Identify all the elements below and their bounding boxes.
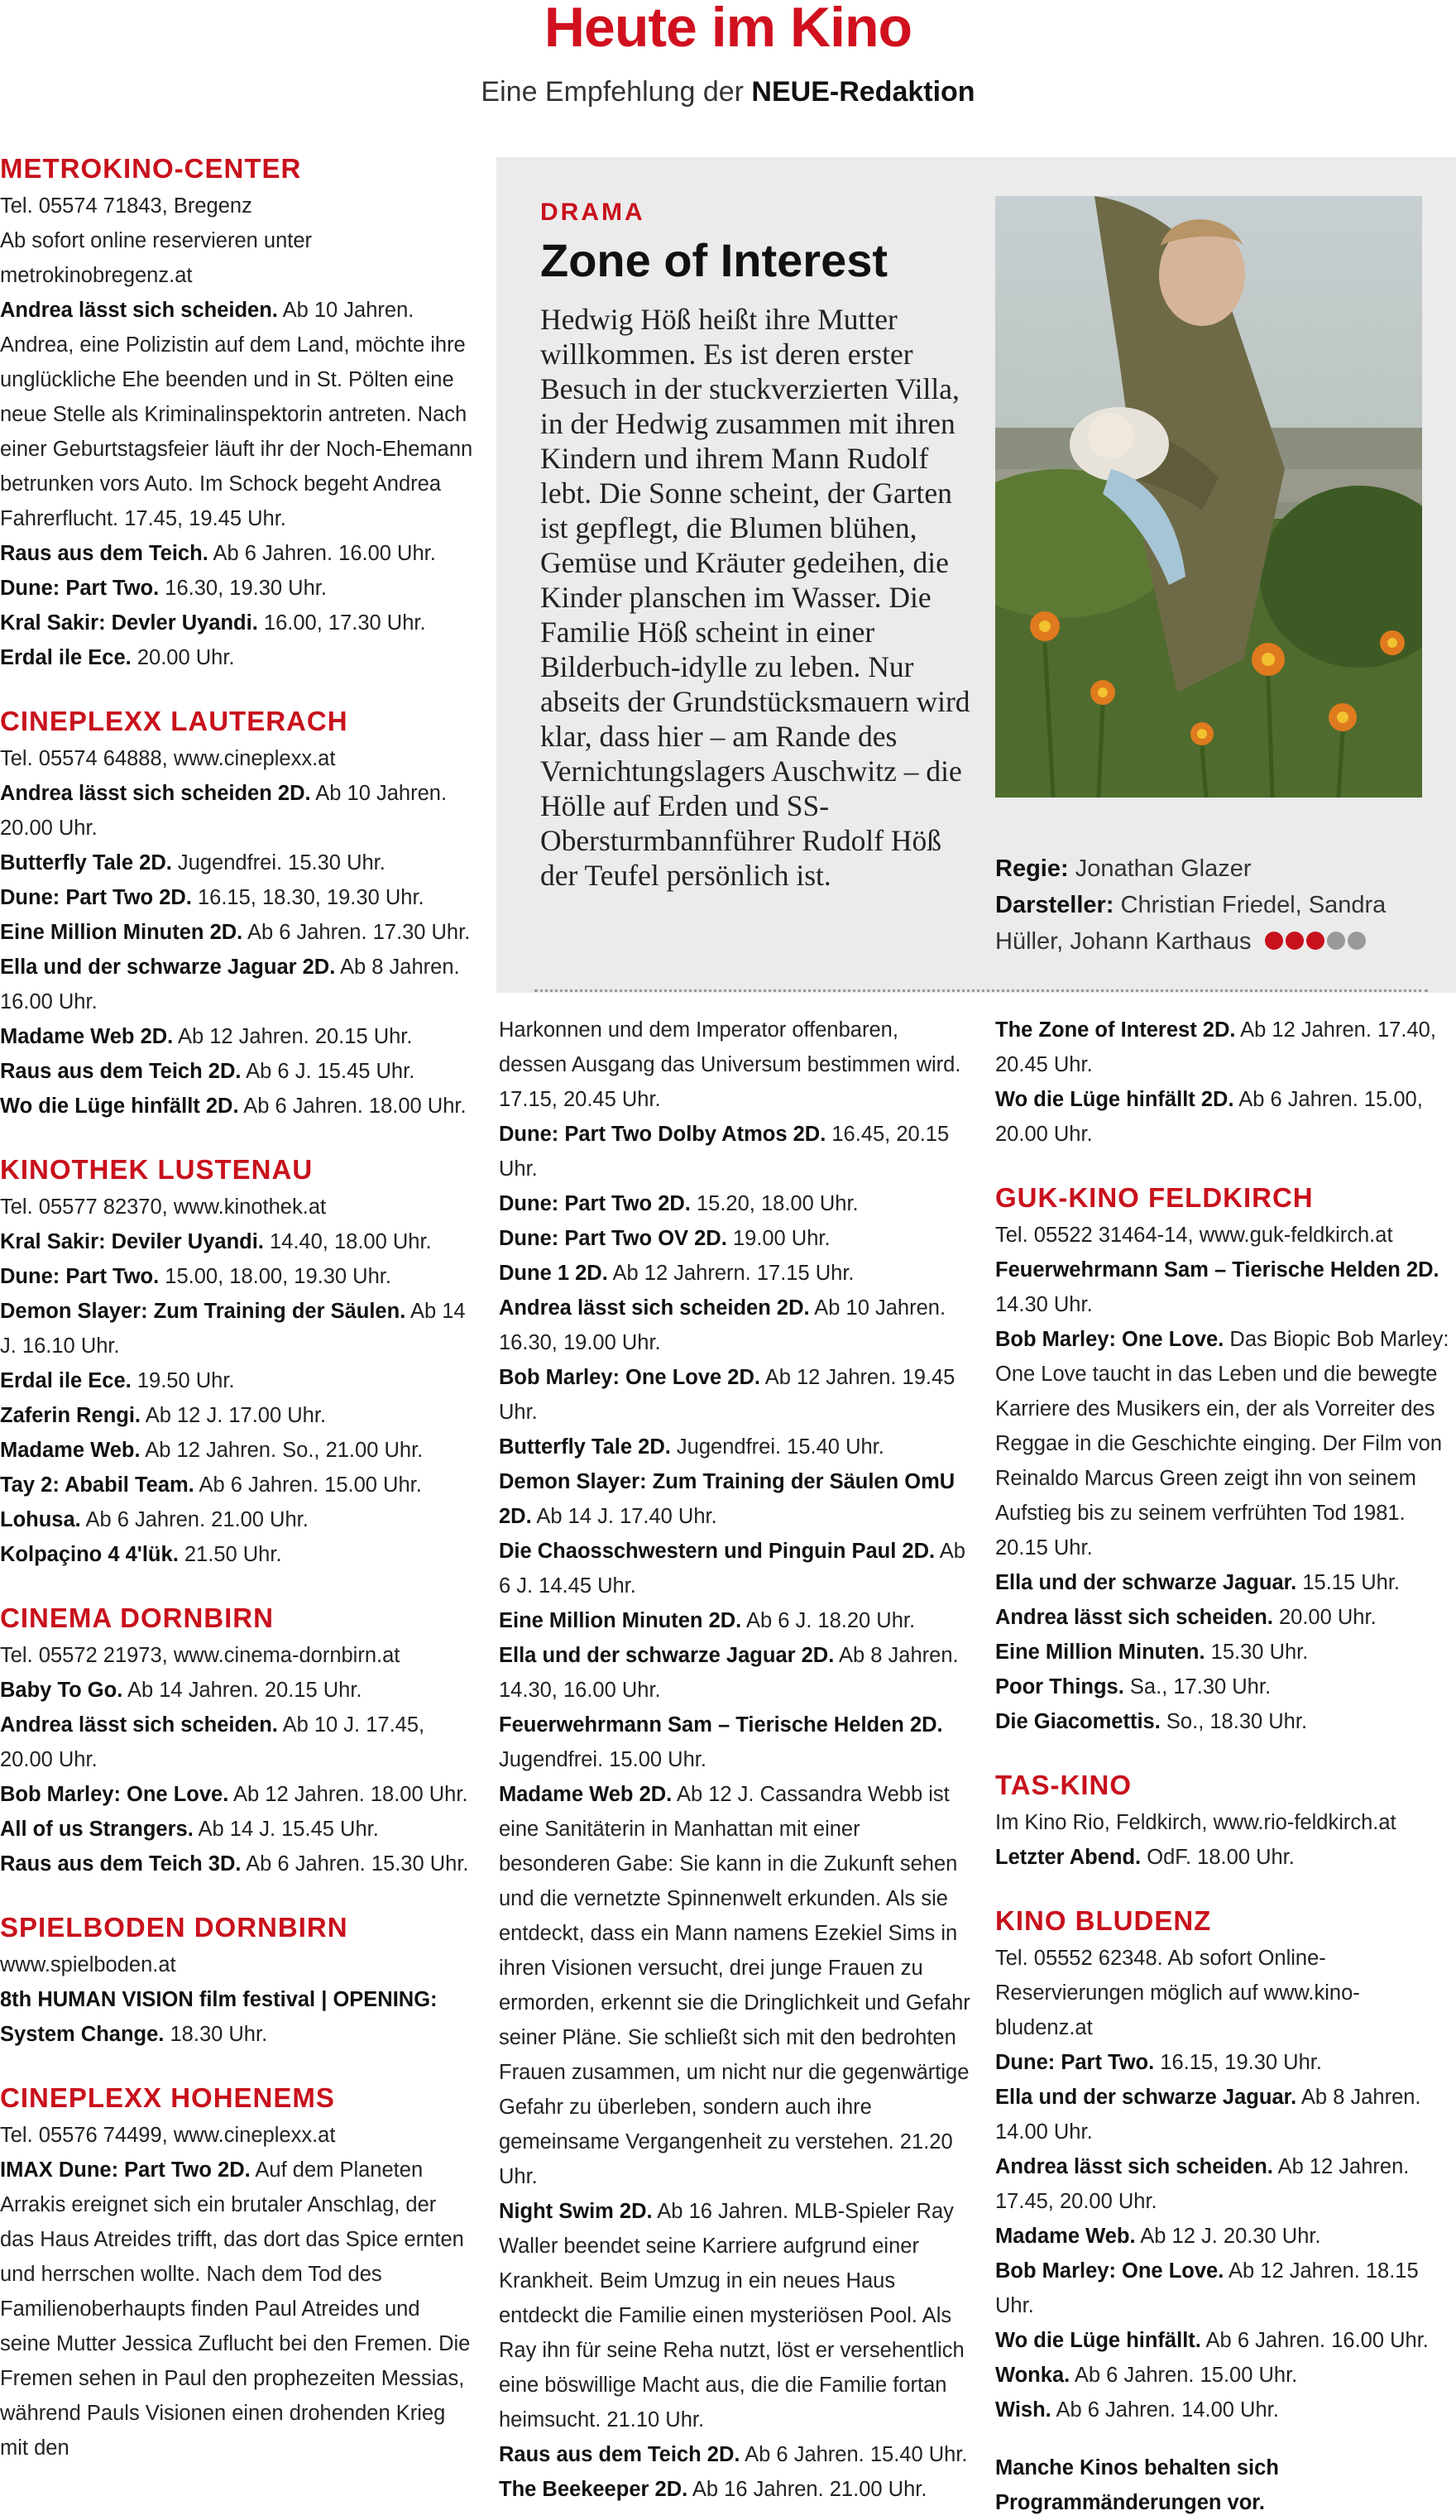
movie-info: So., 18.30 Uhr. (1166, 1710, 1308, 1733)
dotted-divider (534, 989, 1428, 992)
movie-entry (995, 1670, 1456, 1704)
movie-info: Ab 14 J. 17.40 Uhr. (536, 1505, 717, 1528)
movie-title: Andrea lässt sich scheiden. (0, 299, 278, 322)
movie-title: Ella und der schwarze Jaguar 2D. (0, 956, 336, 979)
movie-entry (499, 2472, 970, 2507)
movie-info: Ab 16 Jahren. 21.00 Uhr. (692, 2478, 927, 2501)
footer-note (995, 2451, 1456, 2520)
movie-info: 16.45, 20.15 Uhr. (499, 1123, 950, 1181)
movie-title: Andrea lässt sich scheiden. (995, 1606, 1273, 1629)
movie-title: Wo die Lüge hinfällt 2D. (0, 1095, 239, 1118)
movie-entry (995, 1253, 1456, 1322)
subtitle-brand: NEUE-Redaktion (751, 76, 975, 108)
movie-info: Ab 14 Jahren. 20.15 Uhr. (127, 1679, 362, 1702)
movie-entry-continued: Harkonnen und dem Imperator offenbaren, dessen Ausgang das Universum bestimmen wird. 17.15, 20.45 Uhr. (499, 1018, 961, 1111)
movie-info: 15.20, 18.00 Uhr. (696, 1192, 859, 1215)
movie-info: Ab 6 Jahren. 15.00 Uhr. (199, 1473, 422, 1497)
movie-info: Ab 6 Jahren. 16.00 Uhr. (1205, 2329, 1429, 2352)
movie-title: Demon Slayer: Zum Training der Säulen. (0, 1300, 406, 1323)
movie-info: 20.00 Uhr. (136, 646, 235, 669)
movie-info: Ab 16 Jahren. MLB-Spieler Ray Waller beendet seine Karriere aufgrund einer Krankheit. Beim Umzug in ein neues Haus entdeckt die Familie einen mysteriösen Pool. Als Ray ihn für seine Reha nutzt, löst er versehentlich eine böswillige Macht aus, die die Familie fortan heimsucht. 21.10 Uhr. (499, 2200, 965, 2431)
movie-title: Kral Sakir: Devler Uyandi. (0, 611, 258, 635)
movie-info: 15.00, 18.00, 19.30 Uhr. (165, 1265, 391, 1288)
movie-info: Ab 6 J. 18.20 Uhr. (745, 1609, 916, 1632)
movie-title: Dune: Part Two 2D. (0, 886, 192, 909)
movie-info: Ab 12 Jahren. 20.15 Uhr. (177, 1025, 413, 1048)
cinema-contact: Tel. 05552 62348. Ab sofort Online-Reservierungen möglich auf www.kino-bludenz.at (995, 1947, 1360, 2039)
movie-entry (499, 1360, 970, 1430)
movie-info: 18.30 Uhr. (170, 2023, 268, 2046)
cinema-heading: CINEMA DORNBIRN (0, 1603, 274, 1633)
movie-title: Eine Million Minuten 2D. (0, 921, 243, 944)
movie-title: Wonka. (995, 2364, 1070, 2387)
movie-info: 16.00, 17.30 Uhr. (263, 611, 426, 635)
movie-entry (0, 950, 476, 1019)
movie-info: 16.30, 19.30 Uhr. (165, 577, 327, 600)
movie-title: Madame Web. (0, 1439, 141, 1462)
cinema-contact: Tel. 05522 31464-14, www.guk-feldkirch.at (995, 1224, 1393, 1247)
movie-info: Ab 6 Jahren. 14.00 Uhr. (1056, 2398, 1279, 2422)
movie-title: Dune: Part Two. (995, 2051, 1155, 2074)
movie-info: Ab 12 J. 17.00 Uhr. (145, 1404, 327, 1427)
movie-info: Ab 6 Jahren. 21.00 Uhr. (85, 1508, 309, 1531)
movie-entry (995, 1704, 1456, 1739)
movie-title: Bob Marley: One Love. (995, 2259, 1224, 2283)
movie-title: Erdal ile Ece. (0, 1369, 132, 1392)
movie-title: Lohusa. (0, 1508, 81, 1531)
movie-title: Ella und der schwarze Jaguar. (995, 2086, 1297, 2109)
movie-title: Wo die Lüge hinfällt 2D. (995, 1088, 1234, 1111)
feature-title: Zone of Interest (540, 234, 888, 286)
movie-entry (0, 606, 476, 640)
movie-info: Ab 14 J. 16.10 Uhr. (0, 1300, 466, 1358)
cinema-contact: Im Kino Rio, Feldkirch, www.rio-feldkirch.at (995, 1811, 1396, 1834)
movie-title: Die Giacomettis. (995, 1710, 1161, 1733)
movie-info: 15.15 Uhr. (1302, 1571, 1400, 1594)
movie-info: 15.30 Uhr. (1210, 1641, 1309, 1664)
movie-info: Ab 10 Jahren. Andrea, eine Polizistin auf dem Land, möchte ihre unglückliche Ehe beenden und in St. Pölten eine neue Stelle als Kriminalinspektorin antreten. Nach einer Geburtstagsfeier läuft ihr der Noch-Ehemann betrunken vors Auto. Im Schock begeht Andrea Fahrerflucht. 17.45, 19.45 Uhr. (0, 299, 473, 530)
director-name: Jonathan Glazer (1075, 855, 1252, 882)
movie-entry (0, 1708, 476, 1777)
cinema-contact: Tel. 05572 21973, www.cinema-dornbirn.at (0, 1644, 400, 1667)
footer-note-text: Manche Kinos behalten sich Programmänderungen vor. (995, 2456, 1279, 2514)
movie-entry (499, 1117, 970, 1186)
movie-title: Kolpaçino 4 4'lük. (0, 1543, 179, 1566)
movie-info: Ab 10 Jahren. 20.00 Uhr. (0, 782, 448, 840)
movie-entry (995, 1013, 1456, 1082)
movie-title: Madame Web 2D. (499, 1783, 673, 1806)
movie-entry (0, 1259, 476, 1294)
movie-info: Auf dem Planeten Arrakis ereignet sich ein brutaler Anschlag, der das Haus Atreides trifft, das dort das Spice ernten und herrschen wollte. Nach dem Tod des Familienoberhaupts finden Paul Atreides und seine Mutter Jessica Zuflucht bei den Fremen. Die Fremen sehen in Paul den prophezeiten Messias, während Pauls Visionen einen drohenden Krieg mit den (0, 2158, 471, 2460)
movie-title: Dune: Part Two. (0, 577, 160, 600)
movie-entry (499, 1534, 970, 1603)
cast-names: Christian Friedel, Sandra Hüller, Johann Karthaus (995, 892, 1387, 955)
movie-entry (995, 2080, 1456, 2149)
movie-title: Dune: Part Two. (0, 1265, 160, 1288)
movie-entry (0, 1982, 476, 2052)
movie-entry (995, 1840, 1456, 1875)
movie-info: 21.50 Uhr. (184, 1543, 282, 1566)
cinema-heading: TAS-KINO (995, 1770, 1133, 1800)
movie-entry (0, 880, 476, 915)
movie-title: Andrea lässt sich scheiden. (0, 1713, 278, 1737)
movie-title: Dune: Part Two 2D. (499, 1192, 691, 1215)
movie-entry (0, 1433, 476, 1468)
movie-info: Ab 6 Jahren. 16.00 Uhr. (213, 542, 436, 565)
movie-entry (0, 1847, 476, 1881)
movie-entry (0, 1363, 476, 1398)
movie-title: Raus aus dem Teich 3D. (0, 1852, 242, 1876)
movie-entry (995, 2045, 1456, 2080)
movie-entry (499, 1708, 970, 1777)
page-title: Heute im Kino (544, 0, 912, 59)
feature-genre: DRAMA (540, 199, 645, 226)
movie-title: Madame Web 2D. (0, 1025, 174, 1048)
movie-title: Andrea lässt sich scheiden. (995, 2155, 1273, 2178)
feature-credits (995, 850, 1425, 961)
movie-title: Raus aus dem Teich 2D. (499, 2443, 740, 2466)
movie-info: Ab 8 Jahren. 14.30, 16.00 Uhr. (499, 1644, 959, 1702)
movie-info: 14.40, 18.00 Uhr. (269, 1230, 432, 1253)
movie-entry (995, 1082, 1456, 1152)
movie-title: IMAX Dune: Part Two 2D. (0, 2158, 251, 2182)
cast-label: Darsteller: (995, 892, 1114, 918)
subtitle-prefix: Eine Empfehlung der (481, 76, 744, 108)
movie-info: Ab 12 Jahren. 17.45, 20.00 Uhr. (995, 2155, 1410, 2213)
movie-title: Tay 2: Ababil Team. (0, 1473, 194, 1497)
movie-info: Ab 6 J. 15.45 Uhr. (246, 1060, 415, 1083)
movie-info: Ab 12 J. Cassandra Webb ist eine Sanitäterin in Manhattan mit einer besonderen Gabe: Sie kann in die Zukunft sehen und die vernetzte Spinnenwelt erkunden. Als sie entdeckt, dass ein Mann namens Ezekiel Sims in ihren Visionen versucht, drei junge Frauen zu ermorden, erkennt sie die Dringlichkeit und Gefahr seiner Pläne. Sie schließt sich mit den bedrohten Frauen zusammen, um nicht nur die gegenwärtige Gefahr zu überleben, sondern auch ihre gemeinsame Vergangenheit zu verstehen. 21.20 Uhr. (499, 1783, 970, 2188)
cinema-contact: Ab sofort online reservieren unter metrokinobregenz.at (0, 229, 313, 287)
movie-title: Raus aus dem Teich. (0, 542, 208, 565)
feature-description: Hedwig Höß heißt ihre Mutter willkommen. Es ist deren erster Besuch in der stuckverzierten Villa, in der Hedwig zusammen mit ihren Kindern und ihrem Mann Rudolf lebt. Die Sonne scheint, der Garten ist gepflegt, die Blumen blühen, Gemüse und Kräuter gedeihen, die Kinder planschen im Wasser. Die Familie Höß scheint in einer Bilderbuch-idylle zu leben. Nur abseits der Grundstücksmauern wird klar, dass hier – am Rande des Vernichtungslagers Auschwitz – die Hölle auf Erden und SS-Obersturmbannführer Rudolf Höß der Teufel persönlich ist. (540, 303, 970, 892)
movie-info: Ab 6 Jahren. 15.30 Uhr. (246, 1852, 469, 1876)
movie-entry (995, 2219, 1456, 2254)
movie-entry (499, 1221, 970, 1256)
movie-entry (0, 1777, 476, 1812)
movie-title: Ella und der schwarze Jaguar. (995, 1571, 1297, 1594)
page-subtitle (0, 76, 1456, 108)
movie-title: Feuerwehrmann Sam – Tierische Helden 2D. (499, 1713, 943, 1737)
rating-dot-filled (1265, 932, 1283, 950)
movie-info: Jugendfrei. 15.40 Uhr. (676, 1435, 884, 1459)
movie-title: Raus aus dem Teich 2D. (0, 1060, 242, 1083)
movie-info: Ab 12 Jahren. 19.45 Uhr. (499, 1366, 956, 1424)
movie-entry (0, 915, 476, 950)
movie-entry (499, 1291, 970, 1360)
movie-entry (0, 776, 476, 846)
movie-entry (995, 1635, 1456, 1670)
movie-title: Bob Marley: One Love 2D. (499, 1366, 760, 1389)
movie-entry (0, 2153, 476, 2465)
listing-column-2 (499, 1013, 970, 2507)
movie-title: Letzter Abend. (995, 1846, 1142, 1869)
movie-title: Andrea lässt sich scheiden 2D. (0, 782, 311, 805)
movie-title: Wish. (995, 2398, 1051, 2422)
movie-entry (499, 2194, 970, 2437)
garden-scene-illustration (995, 196, 1422, 798)
movie-title: Eine Million Minuten 2D. (499, 1609, 742, 1632)
cinema-heading: KINOTHEK LUSTENAU (0, 1154, 314, 1185)
movie-entry (0, 1673, 476, 1708)
cinema-heading: GUK-KINO FELDKIRCH (995, 1182, 1314, 1213)
movie-title: Dune: Part Two Dolby Atmos 2D. (499, 1123, 826, 1146)
listing-column-1 (0, 146, 476, 2465)
movie-title: Butterfly Tale 2D. (499, 1435, 671, 1459)
movie-entry (0, 1398, 476, 1433)
movie-title: Night Swim 2D. (499, 2200, 653, 2223)
movie-info: Ab 8 Jahren. 14.00 Uhr. (995, 2086, 1421, 2144)
cinema-heading: KINO BLUDENZ (995, 1905, 1212, 1936)
movie-still-image (995, 196, 1422, 798)
director-line (995, 850, 1425, 887)
movie-title: Bob Marley: One Love. (995, 1328, 1224, 1351)
feature-box (496, 157, 1456, 993)
movie-info: Ab 6 Jahren. 17.30 Uhr. (247, 921, 471, 944)
movie-entry (0, 293, 476, 536)
movie-entry (995, 2393, 1456, 2427)
movie-title: Dune 1 2D. (499, 1262, 608, 1285)
movie-entry (0, 1019, 476, 1054)
movie-entry (995, 2149, 1456, 2219)
movie-title: Die Chaosschwestern und Pinguin Paul 2D. (499, 1540, 936, 1563)
director-label: Regie: (995, 855, 1069, 882)
movie-info: Ab 12 Jahren. 18.00 Uhr. (233, 1783, 468, 1806)
movie-entry (0, 536, 476, 571)
movie-entry (0, 571, 476, 606)
cinema-contact: Tel. 05576 74499, www.cineplexx.at (0, 2124, 336, 2147)
movie-entry (499, 1256, 970, 1291)
movie-title: All of us Strangers. (0, 1818, 194, 1841)
movie-title: Andrea lässt sich scheiden 2D. (499, 1296, 810, 1320)
movie-info: 16.15, 19.30 Uhr. (1160, 2051, 1322, 2074)
movie-info: Ab 6 Jahren. 15.40 Uhr. (745, 2443, 968, 2466)
rating-dots (1265, 924, 1368, 961)
movie-entry (995, 2323, 1456, 2358)
movie-title: Erdal ile Ece. (0, 646, 132, 669)
movie-info: Ab 8 Jahren. 16.00 Uhr. (0, 956, 460, 1013)
cinema-contact: www.spielboden.at (0, 1953, 176, 1976)
movie-info: Ab 6 Jahren. 15.00, 20.00 Uhr. (995, 1088, 1423, 1146)
movie-info: 14.30 Uhr. (995, 1293, 1093, 1316)
movie-entry (0, 846, 476, 880)
movie-info: Ab 12 Jahren. 18.15 Uhr. (995, 2259, 1419, 2317)
movie-entry (0, 1089, 476, 1123)
movie-title: Feuerwehrmann Sam – Tierische Helden 2D. (995, 1258, 1439, 1282)
rating-dot-filled (1286, 932, 1304, 950)
movie-title: The Zone of Interest 2D. (995, 1018, 1236, 1042)
movie-info: 19.00 Uhr. (732, 1227, 831, 1250)
movie-entry (499, 1464, 970, 1534)
cinema-heading: CINEPLEXX LAUTERACH (0, 706, 348, 736)
movie-entry (499, 2437, 970, 2472)
cinema-contact: Tel. 05577 82370, www.kinothek.at (0, 1195, 327, 1219)
cinema-contact: Tel. 05574 71843, Bregenz (0, 194, 252, 218)
movie-entry (0, 1537, 476, 1572)
movie-info: Ab 12 Jahren. So., 21.00 Uhr. (145, 1439, 424, 1462)
movie-info: Ab 12 Jahren. 17.40, 20.45 Uhr. (995, 1018, 1436, 1076)
movie-entry (0, 640, 476, 675)
movie-info: Ab 12 Jahrern. 17.15 Uhr. (612, 1262, 855, 1285)
movie-info: 16.15, 18.30, 19.30 Uhr. (197, 886, 424, 909)
movie-entry (995, 1565, 1456, 1600)
movie-title: Poor Things. (995, 1675, 1124, 1698)
movie-title: Ella und der schwarze Jaguar 2D. (499, 1644, 835, 1667)
cinema-heading: METROKINO-CENTER (0, 153, 302, 184)
movie-info: OdF. 18.00 Uhr. (1147, 1846, 1295, 1869)
movie-info: Jugendfrei. 15.30 Uhr. (177, 851, 386, 874)
movie-entry (0, 1468, 476, 1502)
movie-title: Kral Sakir: Deviler Uyandi. (0, 1230, 264, 1253)
movie-entry (499, 1430, 970, 1464)
movie-title: Baby To Go. (0, 1679, 123, 1702)
cinema-contact: Tel. 05574 64888, www.cineplexx.at (0, 747, 336, 770)
movie-entry (0, 1294, 476, 1363)
movie-entry (499, 1638, 970, 1708)
movie-title: Eine Million Minuten. (995, 1641, 1205, 1664)
cast-line (995, 887, 1425, 961)
movie-title: Zaferin Rengi. (0, 1404, 141, 1427)
movie-info: 19.50 Uhr. (136, 1369, 235, 1392)
rating-dot-empty (1327, 932, 1345, 950)
movie-info: Ab 14 J. 15.45 Uhr. (198, 1818, 379, 1841)
movie-entry (0, 1054, 476, 1089)
movie-title: Butterfly Tale 2D. (0, 851, 172, 874)
movie-entry (0, 1224, 476, 1259)
movie-title: Demon Slayer: Zum Training der Säulen OmU 2D. (499, 1470, 956, 1528)
movie-title: The Beekeeper 2D. (499, 2478, 688, 2501)
movie-entry (499, 1603, 970, 1638)
movie-info: Ab 10 J. 17.45, 20.00 Uhr. (0, 1713, 425, 1771)
movie-entry (499, 1186, 970, 1221)
movie-title: Madame Web. (995, 2225, 1136, 2248)
movie-info: 20.00 Uhr. (1278, 1606, 1377, 1629)
cinema-heading: CINEPLEXX HOHENEMS (0, 2082, 335, 2113)
movie-title: Bob Marley: One Love. (0, 1783, 229, 1806)
movie-entry (0, 1502, 476, 1537)
movie-title: 8th HUMAN VISION film festival | OPENING: System Change. (0, 1988, 438, 2046)
rating-dot-filled (1306, 932, 1324, 950)
rating-dot-empty (1348, 932, 1366, 950)
cinema-heading: SPIELBODEN DORNBIRN (0, 1912, 348, 1943)
movie-entry (499, 1777, 970, 2194)
movie-info: Jugendfrei. 15.00 Uhr. (499, 1748, 706, 1771)
movie-entry (995, 1322, 1456, 1565)
movie-entry (995, 2358, 1456, 2393)
movie-entry (995, 1600, 1456, 1635)
movie-info: Ab 6 J. 14.45 Uhr. (499, 1540, 965, 1598)
movie-info: Sa., 17.30 Uhr. (1129, 1675, 1272, 1698)
movie-entry (995, 2254, 1456, 2323)
movie-info: Ab 12 J. 20.30 Uhr. (1140, 2225, 1321, 2248)
movie-entry (0, 1812, 476, 1847)
movie-title: Wo die Lüge hinfällt. (995, 2329, 1201, 2352)
movie-info: Ab 6 Jahren. 15.00 Uhr. (1074, 2364, 1298, 2387)
listing-column-3 (995, 1013, 1456, 2520)
movie-title: Dune: Part Two OV 2D. (499, 1227, 727, 1250)
movie-info: Ab 10 Jahren. 16.30, 19.00 Uhr. (499, 1296, 946, 1354)
movie-info: Ab 6 Jahren. 18.00 Uhr. (243, 1095, 467, 1118)
movie-info: Das Biopic Bob Marley: One Love taucht in das Leben und die bewegte Karriere des Musikers ein, der als Vorreiter des Reggae in die Geschichte einging. Der Film von Reinaldo Marcus Green zeigt ihn von seinem Aufstieg bis zu seinem verfrühten Tod 1981. 20.15 Uhr. (995, 1328, 1449, 1559)
